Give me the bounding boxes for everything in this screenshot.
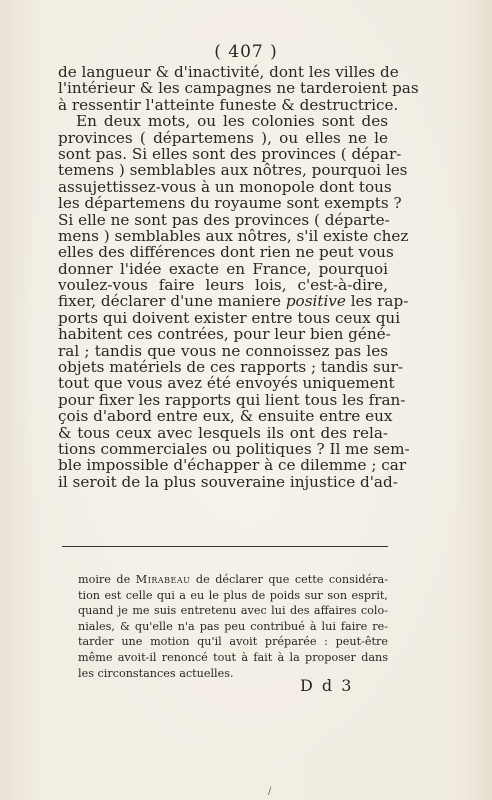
author-name: Mirabeau	[135, 573, 191, 586]
text-line: à ressentir l'atteinte funeste & destructrice.	[58, 95, 399, 114]
main-text-block	[58, 63, 419, 491]
text-line: habitent ces contrées, pour leur bien géné-	[58, 325, 391, 344]
text-line: l'intérieur & les campagnes ne tarderoient pas	[58, 79, 419, 98]
paragraph-start-line: En deux mots, ou les colonies sont des	[76, 112, 388, 131]
footnote-line-with-name	[78, 572, 388, 588]
footnote-line: tion est celle qui a eu le plus de poids sur son esprit,	[78, 588, 388, 602]
text-segment: moire de	[78, 573, 131, 586]
bottom-mark: /	[268, 786, 272, 797]
text-line: Si elle ne sont pas des provinces ( départe-	[58, 210, 390, 229]
text-line: pour fixer les rapports qui lient tous les fran-	[58, 390, 406, 409]
text-segment: de déclarer que cette considéra-	[195, 573, 388, 586]
text-line: assujettissez-vous à un monopole dont tous	[58, 177, 392, 196]
text-line: il seroit de la plus souveraine injustice d'ad-	[58, 472, 398, 491]
text-line: çois d'abord entre eux, & ensuite entre eux	[58, 407, 393, 426]
page-number: ( 407 )	[214, 42, 278, 62]
text-line: ble impossible d'échapper à ce dilemme ; car	[58, 456, 407, 475]
text-line: temens ) semblables aux nôtres, pourquoi les	[58, 161, 408, 180]
italic-word: positive	[285, 292, 346, 311]
text-line: les départemens du royaume sont exempts ?	[58, 194, 402, 213]
text-segment: les rap-	[350, 292, 409, 311]
footnote-block	[78, 572, 388, 681]
text-line: objets matériels de ces rapports ; tandis sur-	[58, 358, 404, 377]
footnote-line: quand je me suis entretenu avec lui des affaires colo-	[78, 604, 388, 618]
text-line: de langueur & d'inactivité, dont les villes de	[58, 63, 399, 81]
footnote-line: niales, & qu'elle n'a pas peu contribué à lui faire re-	[78, 619, 388, 633]
text-line: ral ; tandis que vous ne connoissez pas les	[58, 341, 388, 360]
text-line: tions commerciales ou politiques ? Il me sem-	[58, 439, 410, 458]
text-line: elles des différences dont rien ne peut vous	[58, 243, 394, 262]
text-line: ports qui doivent exister entre tous ceux qui	[58, 308, 401, 327]
signature-mark: D d 3	[300, 676, 354, 695]
text-line: donner l'idée exacte en France, pourquoi	[58, 259, 388, 278]
text-segment: fixer, déclarer d'une maniere	[58, 292, 281, 311]
text-line: voulez-vous faire leurs lois, c'est-à-dire,	[58, 276, 388, 295]
text-line: & tous ceux avec lesquels ils ont des rela-	[58, 423, 388, 442]
text-line: mens ) semblables aux nôtres, s'il existe chez	[58, 226, 409, 245]
footnote-divider	[62, 546, 388, 547]
footnote-line: les circonstances actuelles.	[78, 666, 234, 680]
text-line: tout que vous avez été envoyés uniquement	[58, 374, 395, 393]
footnote-line: tarder une motion qu'il avoit préparée : peut-être	[78, 635, 388, 649]
text-line: provinces ( départemens ), ou elles ne le	[58, 128, 388, 147]
text-line: sont pas. Si elles sont des provinces ( dépar-	[58, 144, 402, 163]
text-line-with-italic	[58, 292, 409, 311]
footnote-line: même avoit-il renoncé tout à fait à la proposer dans	[78, 650, 388, 664]
